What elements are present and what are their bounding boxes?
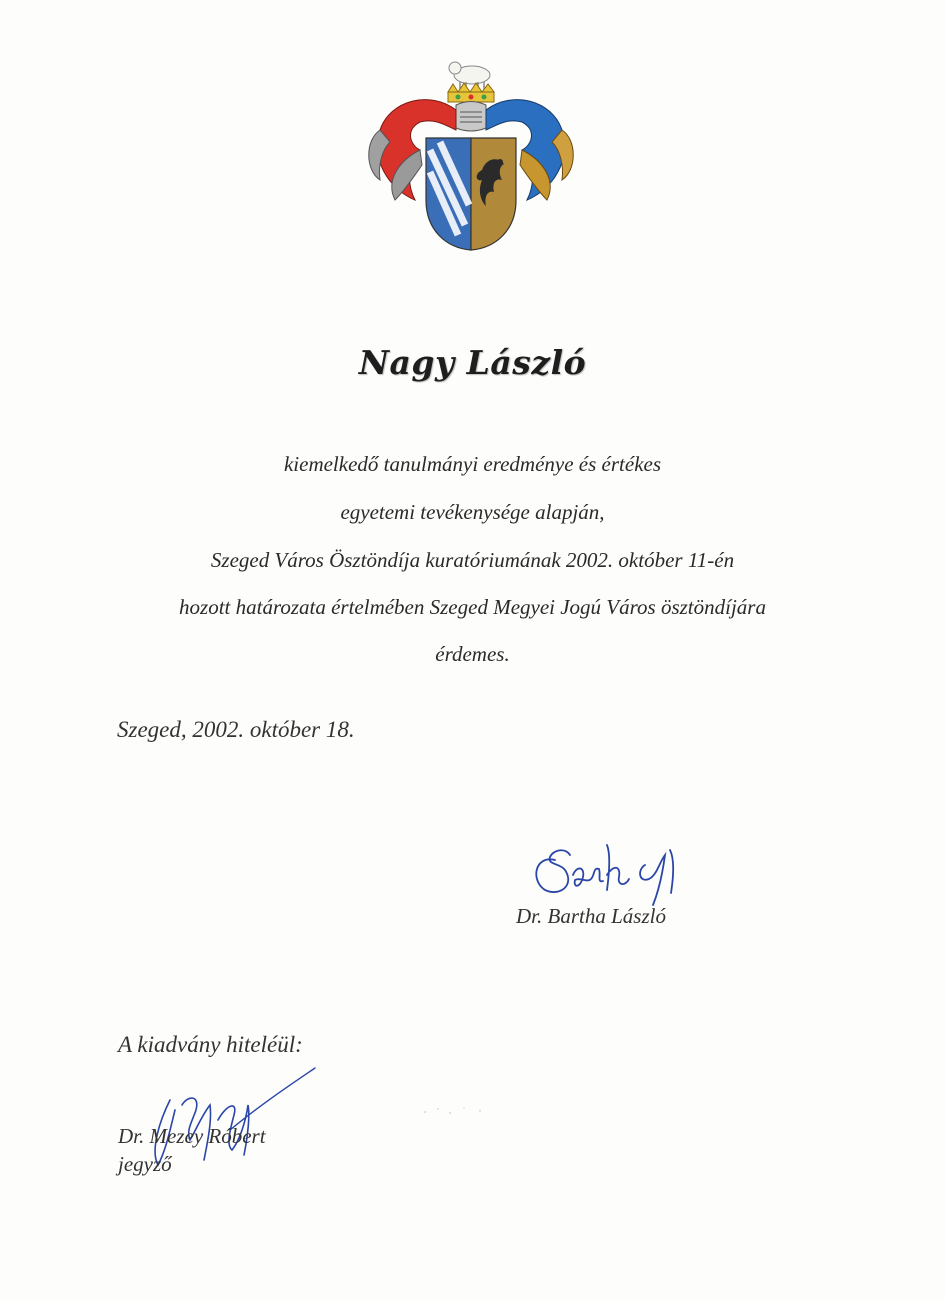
shield-icon xyxy=(426,138,516,250)
body-line-1: kiemelkedő tanulmányi eredménye és értékes xyxy=(283,452,662,476)
print-specks xyxy=(420,1100,500,1120)
attesting-official-name: Dr. Mezey Róbert xyxy=(118,1124,266,1148)
helmet-icon xyxy=(456,102,486,132)
place-date: Szeged, 2002. október 18. xyxy=(117,717,355,742)
attesting-official-title: jegyző xyxy=(118,1152,172,1176)
signature-bartha-icon xyxy=(525,835,705,910)
body-line-5: érdemes. xyxy=(435,642,510,666)
crown-icon xyxy=(448,83,494,102)
szeged-coat-of-arms-icon xyxy=(360,50,580,260)
body-line-4: hozott határozata értelmében Szeged Megyei Jogú Város ösztöndíjára xyxy=(179,595,766,619)
body-line-2: egyetemi tevékenysége alapján, xyxy=(340,500,605,524)
body-line-3: Szeged Város Ösztöndíja kuratóriumának 2002. október 11-én xyxy=(210,548,735,572)
recipient-name: Nagy László xyxy=(358,343,587,382)
signatory-name: Dr. Bartha László xyxy=(516,904,666,928)
attestation-label: A kiadvány hiteléül: xyxy=(118,1032,303,1057)
